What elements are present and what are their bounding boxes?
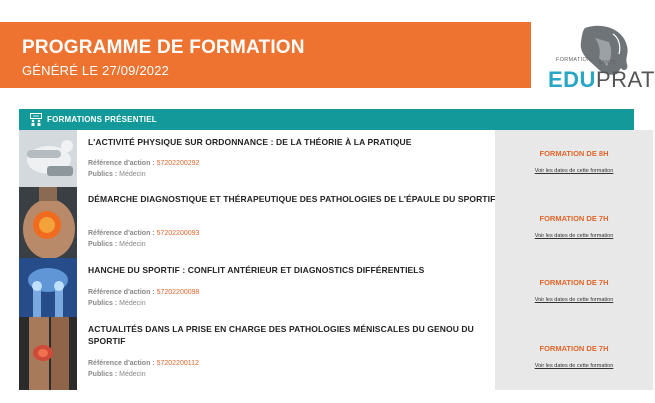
logo-sante: SANTÉ [598, 60, 617, 66]
course-title: HANCHE DU SPORTIF : CONFLIT ANTÉRIEUR ET DIAGNOSTICS DIFFÉRENTIELS [88, 265, 425, 275]
pub-value: Médecin [119, 300, 146, 307]
course-side-4 [495, 317, 653, 390]
ref-number: 57202200098 [156, 289, 200, 296]
pub-label: Publics : [88, 171, 118, 178]
course-ref [88, 160, 199, 167]
course-info-4 [88, 323, 498, 347]
pub-label: Publics : [88, 241, 118, 248]
course-row-4 [19, 317, 634, 390]
course-row-2 [19, 187, 634, 258]
view-dates-link[interactable]: Voir les dates de cette formation [534, 233, 614, 239]
view-dates-link[interactable]: Voir les dates de cette formation [534, 168, 614, 174]
ref-label: Référence d'action : [88, 230, 155, 237]
ref-number: 57202200112 [156, 360, 199, 367]
course-side-2 [495, 187, 653, 258]
course-ref [88, 230, 199, 237]
course-ref [88, 360, 199, 367]
course-public [88, 300, 146, 307]
course-duration: FORMATION DE 8H [539, 149, 609, 158]
classroom-icon [30, 113, 42, 126]
ref-label: Référence d'action : [88, 360, 155, 367]
course-duration: FORMATION DE 7H [539, 278, 609, 287]
course-public [88, 241, 146, 248]
course-info-2 [88, 193, 498, 205]
course-public [88, 371, 146, 378]
pub-value: Médecin [119, 171, 146, 178]
course-public [88, 171, 146, 178]
course-title: DÉMARCHE DIAGNOSTIQUE ET THÉRAPEUTIQUE DES PATHOLOGIES DE L'ÉPAULE DU SPORTIF [88, 194, 496, 204]
ref-label: Référence d'action : [88, 289, 155, 296]
course-info-3 [88, 264, 498, 276]
logo-wordmark [548, 69, 655, 91]
logo-prat: PRAT [595, 67, 655, 92]
section-label: FORMATIONS PRÉSENTIEL [47, 115, 157, 124]
course-thumbnail-3 [19, 258, 77, 317]
pub-label: Publics : [88, 371, 118, 378]
course-duration: FORMATION DE 7H [539, 214, 609, 223]
course-duration: FORMATION DE 7H [539, 344, 609, 353]
ref-number: 57202200093 [156, 230, 200, 237]
page-title: PROGRAMME DE FORMATION [22, 37, 305, 58]
generated-date: GÉNÉRÉ LE 27/09/2022 [22, 63, 170, 78]
course-title: ACTUALITÉS DANS LA PRISE EN CHARGE DES PATHOLOGIES MÉNISCALES DU GENOU DU SPORTIF [88, 324, 474, 346]
logo-formation: FORMATION [556, 57, 592, 63]
course-thumbnail-1 [19, 130, 77, 187]
course-info-1 [88, 136, 498, 148]
course-side-3 [495, 258, 653, 317]
view-dates-link[interactable]: Voir les dates de cette formation [534, 297, 614, 303]
course-ref [88, 289, 199, 296]
course-thumbnail-4 [19, 317, 77, 390]
course-row-3 [19, 258, 634, 317]
course-side-1 [495, 130, 653, 187]
course-row-1 [19, 130, 634, 187]
logo-edu: EDU [548, 67, 596, 92]
ref-number: 57202200292 [156, 160, 200, 167]
course-title: L'ACTIVITÉ PHYSIQUE SUR ORDONNANCE : DE LA THÉORIE À LA PRATIQUE [88, 137, 412, 147]
ref-label: Référence d'action : [88, 160, 155, 167]
course-thumbnail-2 [19, 187, 77, 258]
pub-label: Publics : [88, 300, 118, 307]
pub-value: Médecin [119, 371, 146, 378]
pub-value: Médecin [119, 241, 146, 248]
view-dates-link[interactable]: Voir les dates de cette formation [534, 363, 614, 369]
